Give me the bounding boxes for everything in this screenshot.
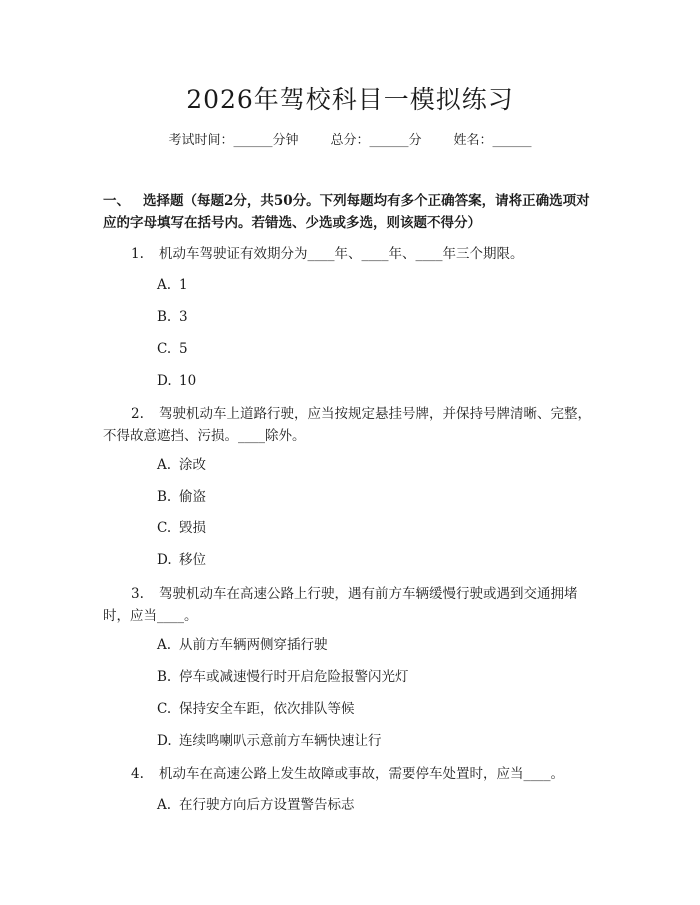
option-letter: C. [157, 520, 172, 536]
question-3-option-c [157, 700, 355, 718]
page-title: 2026年驾校科目一模拟练习 [186, 85, 514, 114]
option-letter: A. [157, 277, 172, 293]
question-number: 4. [131, 766, 144, 782]
question-3 [103, 583, 603, 627]
option-letter: B. [157, 669, 172, 685]
question-text: 机动车在高速公路上发生故障或事故，需要停车处置时，应当____。 [159, 766, 564, 782]
question-1-option-a [157, 276, 188, 294]
question-text: 机动车驾驶证有效期分为____年、____年、____年三个期限。 [159, 246, 524, 262]
option-text: 毁损 [179, 520, 206, 536]
question-3-option-a [157, 636, 328, 654]
option-letter: A. [157, 457, 172, 473]
question-2-option-c [157, 519, 206, 537]
option-letter: C. [157, 341, 172, 357]
question-number: 1. [131, 246, 144, 262]
time-field-label: 考试时间：______分钟 [168, 133, 299, 148]
option-letter: B. [157, 489, 172, 505]
question-number: 3. [131, 586, 144, 602]
question-number: 2. [131, 406, 144, 422]
option-letter: A. [157, 637, 172, 653]
question-2-option-b [157, 488, 206, 506]
option-text: 5 [179, 341, 188, 357]
option-text: 从前方车辆两侧穿插行驶 [179, 637, 328, 653]
option-letter: D. [157, 373, 172, 389]
option-text: 连续鸣喇叭示意前方车辆快速让行 [179, 733, 382, 749]
question-2-option-d [157, 551, 206, 569]
question-3-option-d [157, 732, 382, 750]
question-text: 驾驶机动车上道路行驶，应当按规定悬挂号牌，并保持号牌清晰、完整，不得故意遮挡、污损。____除外。 [103, 406, 591, 444]
option-letter: D. [157, 552, 172, 568]
question-2 [103, 403, 603, 447]
section-instructions: 选择题（每题2分，共50分。下列每题均有多个正确答案，请将正确选项对应的字母填写在括号内。若错选、少选或多选，则该题不得分） [103, 193, 590, 231]
option-letter: C. [157, 701, 172, 717]
exam-meta [0, 132, 700, 150]
option-text: 涂改 [179, 457, 206, 473]
option-text: 10 [179, 373, 197, 389]
option-letter: B. [157, 309, 172, 325]
question-2-option-a [157, 456, 206, 474]
question-1-option-d [157, 372, 196, 390]
question-4-option-a [157, 796, 355, 814]
section-number: 一、 [103, 193, 130, 209]
option-text: 在行驶方向后方设置警告标志 [179, 797, 355, 813]
option-text: 移位 [179, 552, 206, 568]
question-1 [103, 243, 603, 265]
option-text: 偷盗 [179, 489, 206, 505]
option-text: 3 [179, 309, 188, 325]
question-3-option-b [157, 668, 409, 686]
question-text: 驾驶机动车在高速公路上行驶，遇有前方车辆缓慢行驶或遇到交通拥堵时，应当____。 [103, 586, 578, 624]
option-letter: D. [157, 733, 172, 749]
score-field-label: 总分：______分 [330, 133, 422, 148]
question-1-option-b [157, 308, 188, 326]
question-4 [103, 763, 603, 785]
option-text: 保持安全车距，依次排队等候 [179, 701, 355, 717]
section-heading [103, 190, 603, 234]
option-text: 停车或减速慢行时开启危险报警闪光灯 [179, 669, 409, 685]
option-letter: A. [157, 797, 172, 813]
name-field-label: 姓名：______ [453, 133, 532, 148]
option-text: 1 [179, 277, 188, 293]
question-1-option-c [157, 340, 188, 358]
